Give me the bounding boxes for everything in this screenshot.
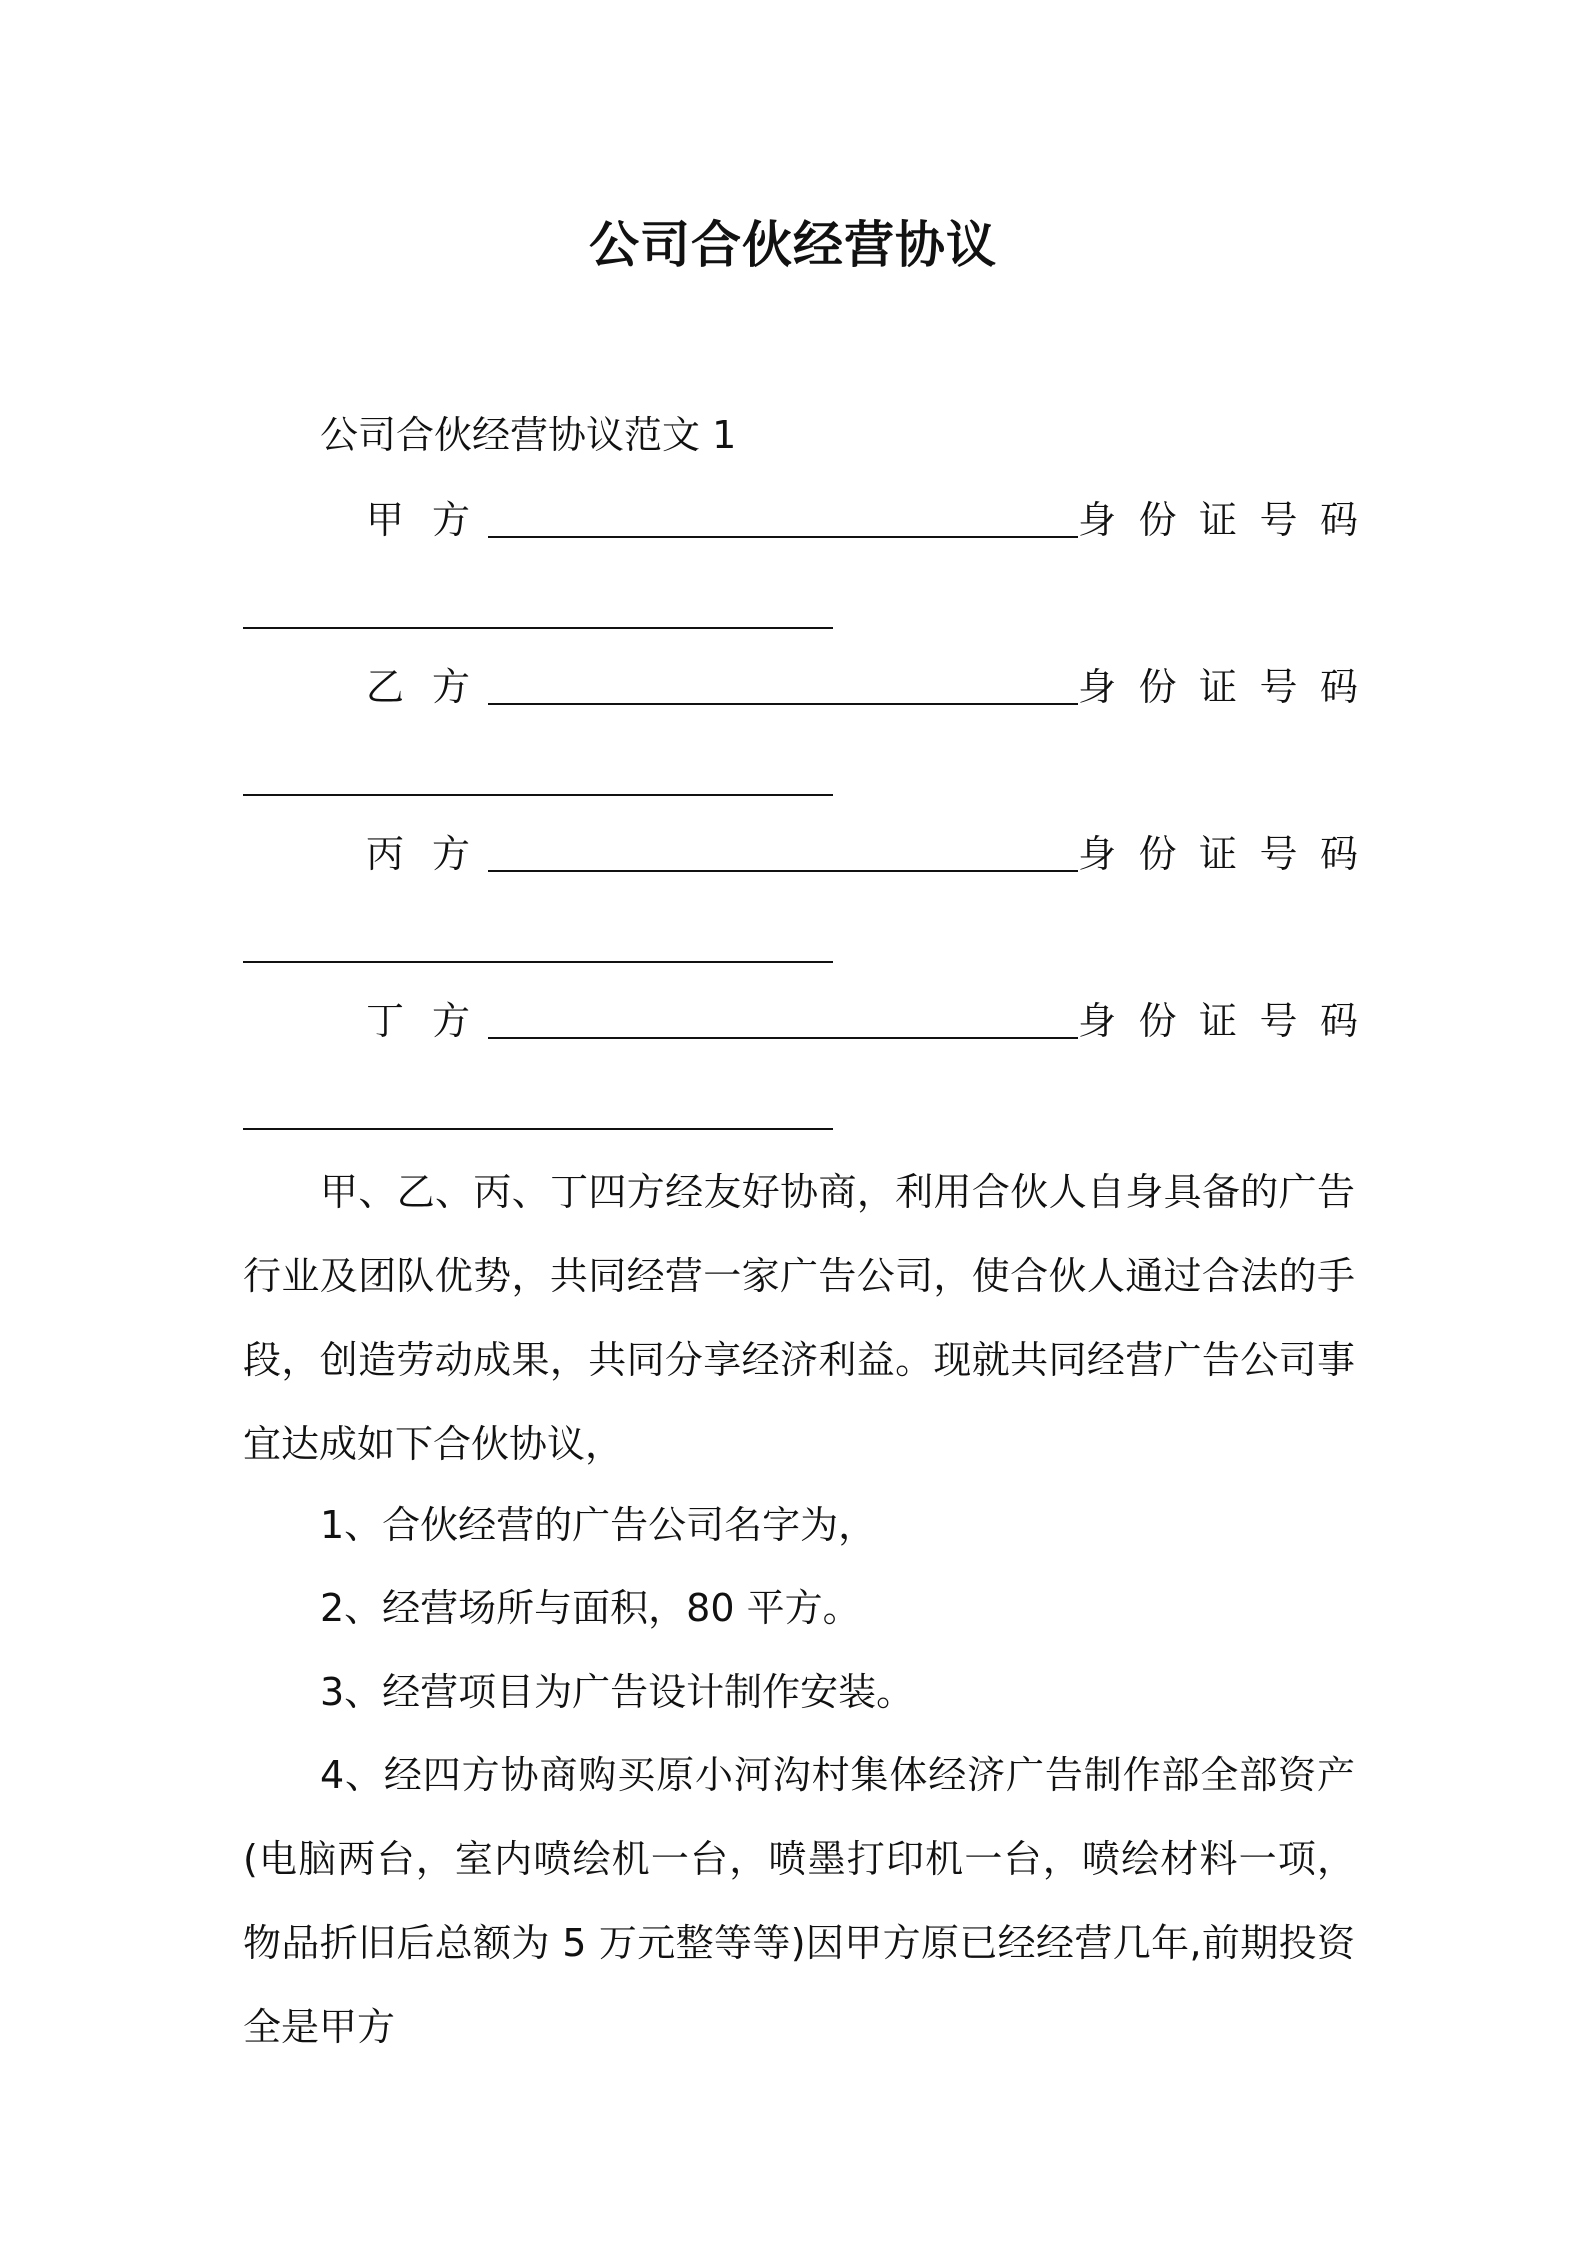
name-blank-line xyxy=(488,870,1078,872)
document-subtitle: 公司合伙经营协议范文 1 xyxy=(320,413,737,457)
id-number-label: 身 份 证 号 码 xyxy=(1078,498,1358,542)
id-number-blank-line xyxy=(243,1128,833,1130)
document-title: 公司合伙经营协议 xyxy=(589,216,997,274)
name-blank-line xyxy=(488,1037,1078,1039)
party-name: 乙方 xyxy=(366,665,499,709)
party-line-c xyxy=(366,826,1356,882)
clause-item-4: 4、经四方协商购买原小河沟村集体经济广告制作部全部资产(电脑两台，室内喷绘机一台，喷墨打印机一台，喷绘材料一项，物品折旧后总额为 5 万元整等等)因甲方原已经经营几年,前期投资全是甲方 xyxy=(243,1753,1355,2049)
party-name: 丁方 xyxy=(366,999,499,1043)
id-number-label: 身 份 证 号 码 xyxy=(1078,999,1358,1043)
party-name: 甲方 xyxy=(366,498,499,542)
id-number-label: 身 份 证 号 码 xyxy=(1078,832,1358,876)
intro-paragraph: 甲、乙、丙、丁四方经友好协商，利用合伙人自身具备的广告行业及团队优势，共同经营一家广告公司，使合伙人通过合法的手段，创造劳动成果，共同分享经济利益。现就共同经营广告公司事宜达成如下合伙协议， xyxy=(243,1170,1355,1466)
party-line-a xyxy=(366,492,1356,548)
party-name: 丙方 xyxy=(366,832,499,876)
party-line-b xyxy=(366,659,1356,715)
name-blank-line xyxy=(488,703,1078,705)
id-number-blank-line xyxy=(243,794,833,796)
clause-item: 3、经营项目为广告设计制作安装。 xyxy=(320,1670,915,1714)
clause-item: 2、经营场所与面积，80 平方。 xyxy=(320,1586,861,1630)
id-number-label: 身 份 证 号 码 xyxy=(1078,665,1358,709)
clause-item: 1、合伙经营的广告公司名字为， xyxy=(320,1503,877,1547)
id-number-blank-line xyxy=(243,627,833,629)
name-blank-line xyxy=(488,536,1078,538)
id-number-blank-line xyxy=(243,961,833,963)
party-line-d xyxy=(366,993,1356,1049)
